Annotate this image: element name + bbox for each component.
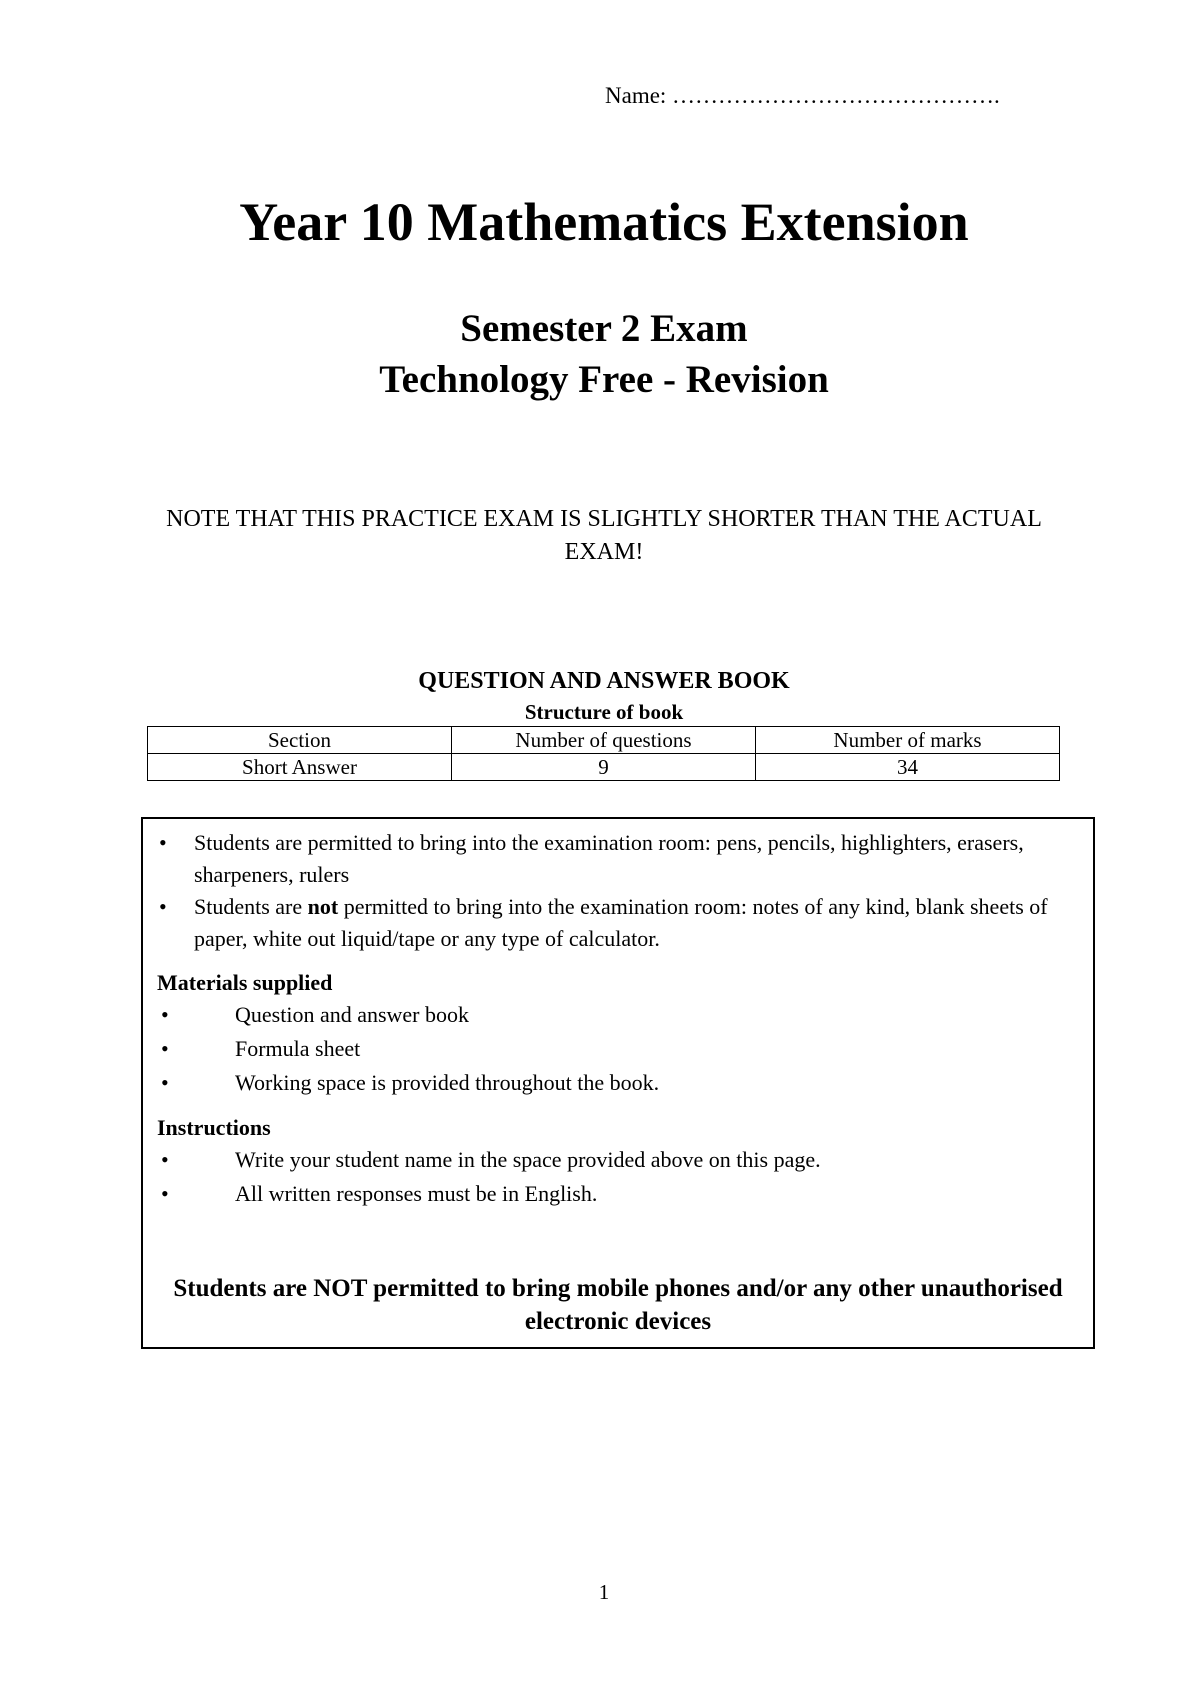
- structure-table-header-row: [148, 727, 1060, 754]
- list-item: [157, 1066, 1053, 1100]
- student-name-field: Name: …………………………………….: [605, 83, 1000, 108]
- bullet-icon: •: [161, 1147, 169, 1172]
- structure-of-book-heading: Structure of book: [524, 700, 684, 724]
- list-item: [157, 827, 1053, 891]
- question-answer-book-heading: QUESTION AND ANSWER BOOK: [418, 668, 790, 694]
- exam-rules-content: [157, 827, 1053, 1211]
- bullet-icon: •: [159, 894, 167, 919]
- not-permitted-emphasis: not: [307, 894, 339, 919]
- exam-subtitle-semester: Semester 2 Exam: [460, 307, 748, 350]
- column-header-section: Section: [148, 727, 452, 754]
- cell-questions: 9: [452, 754, 756, 781]
- list-item: [157, 1032, 1053, 1066]
- instruction-item: Write your student name in the space provided above on this page.: [235, 1147, 821, 1172]
- bullet-icon: •: [161, 1070, 169, 1095]
- material-item: Working space is provided throughout the book.: [235, 1070, 660, 1095]
- permitted-items-text: Students are permitted to bring into the examination room: pens, pencils, highlighters, erasers, sharpeners, rulers: [194, 830, 1024, 887]
- practice-exam-note: NOTE THAT THIS PRACTICE EXAM IS SLIGHTLY SHORTER THAN THE ACTUAL EXAM!: [166, 506, 1042, 565]
- exam-rules-box: [141, 817, 1095, 1349]
- list-item: [157, 998, 1053, 1032]
- materials-supplied-label: Materials supplied: [157, 970, 333, 995]
- bullet-icon: •: [161, 1181, 169, 1206]
- page-number: 1: [598, 1580, 610, 1604]
- instruction-item: All written responses must be in English.: [235, 1181, 598, 1206]
- bullet-icon: •: [161, 1002, 169, 1027]
- column-header-questions: Number of questions: [452, 727, 756, 754]
- table-row: [148, 754, 1060, 781]
- material-item: Question and answer book: [235, 1002, 470, 1027]
- structure-table: [147, 726, 1060, 781]
- cell-marks: 34: [756, 754, 1060, 781]
- material-item: Formula sheet: [235, 1036, 361, 1061]
- column-header-marks: Number of marks: [756, 727, 1060, 754]
- instructions-label: Instructions: [157, 1115, 271, 1140]
- list-item: [157, 1143, 1053, 1177]
- mobile-phone-warning: Students are NOT permitted to bring mobile phones and/or any other unauthorised electronic devices: [173, 1275, 1063, 1335]
- not-permitted-suffix: permitted to bring into the examination room: notes of any kind, blank sheets of paper, white out liquid/tape or any type of calculator.: [194, 894, 1048, 951]
- cell-section: Short Answer: [148, 754, 452, 781]
- list-item: [157, 1177, 1053, 1211]
- list-item: [157, 891, 1053, 955]
- bullet-icon: •: [159, 830, 167, 855]
- not-permitted-prefix: Students are: [194, 894, 308, 919]
- bullet-icon: •: [161, 1036, 169, 1061]
- exam-subtitle-technology: Technology Free - Revision: [379, 358, 829, 401]
- exam-title: Year 10 Mathematics Extension: [239, 192, 969, 252]
